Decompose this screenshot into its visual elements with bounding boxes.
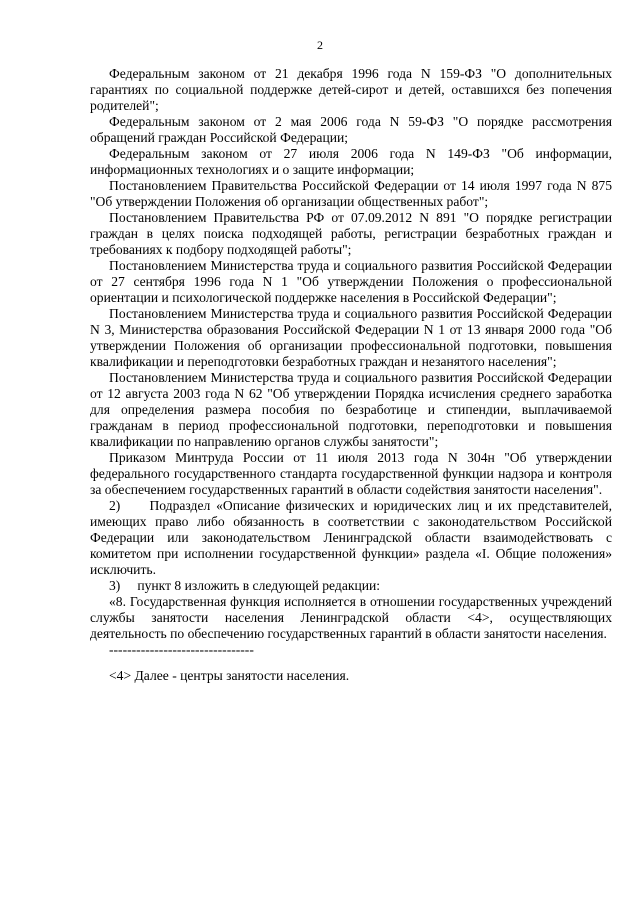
page-number: 2: [317, 38, 323, 52]
paragraph-law-159fz: Федеральным законом от 21 декабря 1996 года N 159-ФЗ "О дополнительных гарантиях по социальной поддержке детей-сирот и детей, оставшихся без попечения родителей";: [90, 66, 612, 113]
paragraph-resolution-mintrud-1: Постановлением Министерства труда и социального развития Российской Федерации от 27 сентября 1996 года N 1 "Об утверждении Положения о профессиональной ориентации и психологической поддержке населения в Российской Федерации";: [90, 258, 612, 305]
footnote: <4> Далее - центры занятости населения.: [109, 668, 350, 683]
paragraph-law-149fz: Федеральным законом от 27 июля 2006 года N 149-ФЗ "Об информации, информационных технологиях и о защите информации;: [90, 146, 612, 177]
document-body: [90, 66, 612, 684]
paragraph-resolution-891: Постановлением Правительства РФ от 07.09.2012 N 891 "О порядке регистрации граждан в целях поиска подходящей работы, регистрации безработных граждан и требованиях к подбору подходящей работы";: [90, 210, 612, 257]
footnote-separator: --------------------------------: [109, 642, 254, 657]
paragraph-item-3: 3) пункт 8 изложить в следующей редакции:: [109, 578, 381, 593]
paragraph-resolution-mintrud-3: Постановлением Министерства труда и социального развития Российской Федерации N 3, Министерства образования Российской Федерации N 1 от 13 января 2000 года "Об утверждении Положения об организации профессиональной подготовки, повышения квалификации и переподготовки безработных граждан и незанятого населения";: [90, 306, 612, 369]
paragraph-law-59fz: Федеральным законом от 2 мая 2006 года N 59-ФЗ "О порядке рассмотрения обращений граждан Российской Федерации;: [90, 114, 612, 145]
paragraph-resolution-875: Постановлением Правительства Российской Федерации от 14 июля 1997 года N 875 "Об утверждении Положения об организации общественных работ";: [90, 178, 612, 209]
paragraph-order-304n: Приказом Минтруда России от 11 июля 2013 года N 304н "Об утверждении федерального государственного стандарта государственной функции надзора и контроля за обеспечением государственных гарантий в области содействия занятости населения".: [90, 450, 612, 497]
paragraph-item-8: «8. Государственная функция исполняется в отношении государственных учреждений службы занятости населения Ленинградской области <4>, осуществляющих деятельность по обеспечению государственных гарантий в области занятости населения.: [90, 594, 612, 641]
paragraph-resolution-mintrud-62: Постановлением Министерства труда и социального развития Российской Федерации от 12 августа 2003 года N 62 "Об утверждении Порядка исчисления среднего заработка для определения размера пособия по безработице и стипендии, выплачиваемой гражданам в период профессиональной подготовки, переподготовки и повышения квалификации по направлению органов службы занятости";: [90, 370, 612, 449]
paragraph-item-2: 2) Подраздел «Описание физических и юридических лиц и их представителей, имеющих право либо обязанность в соответствии с законодательством Российской Федерации или законодательством Ленинградской области взаимодействовать с комитетом при исполнении государственной функции» раздела «I. Общие положения» исключить.: [90, 498, 612, 577]
